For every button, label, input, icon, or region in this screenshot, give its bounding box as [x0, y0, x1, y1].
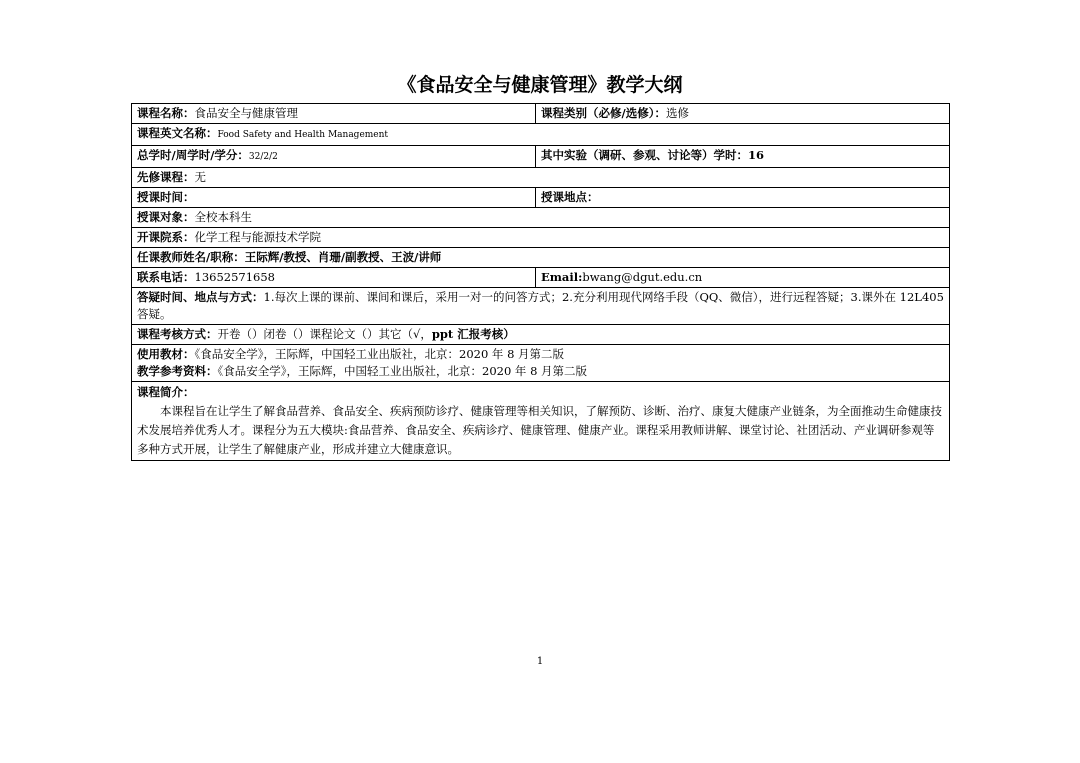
cell-materials [132, 345, 950, 382]
textbook-label: 使用教材： [137, 347, 195, 361]
lab-hours-label: 其中实验（调研、参观、讨论等）学时： [541, 148, 748, 162]
row-hours [132, 146, 950, 168]
row-qa [132, 288, 950, 325]
department-label: 开课院系： [137, 230, 195, 244]
department-value: 化学工程与能源技术学院 [194, 230, 321, 244]
cell-hours [132, 146, 536, 168]
cell-audience [132, 208, 950, 228]
audience-label: 授课对象： [137, 210, 195, 224]
english-name-value: Food Safety and Health Management [217, 130, 389, 140]
cell-english-name [132, 124, 950, 146]
cell-lab-hours [536, 146, 950, 168]
row-intro [132, 382, 950, 461]
row-teachers [132, 248, 950, 268]
assessment-value: 开卷（）闭卷（）课程论文（）其它（√， [217, 327, 432, 341]
cell-course-name [132, 104, 536, 124]
qa-value: 1.每次上课的课前、课间和课后，采用一对一的问答方式；2.充分利用现代网络手段（QQ、微信），进行远程答疑；3.课外在 12L405 答疑。 [137, 290, 944, 321]
row-contact [132, 268, 950, 288]
intro-text: 本课程旨在让学生了解食品营养、食品安全、疾病预防诊疗、健康管理等相关知识，了解预防、诊断、治疗、康复大健康产业链条，为全面推动生命健康技术发展培养优秀人才。课程分为五大模块:食品营养、食品安全、疾病诊疗、健康管理、健康产业。课程采用教师讲解、课堂讨论、社团活动、产业调研参观等多种方式开展，让学生了解健康产业，形成并建立大健康意识。 [137, 404, 942, 456]
cell-qa [132, 288, 950, 325]
course-type-value: 选修 [665, 106, 689, 120]
cell-time [132, 188, 536, 208]
cell-place [536, 188, 950, 208]
cell-course-type [536, 104, 950, 124]
textbook-line [137, 346, 944, 363]
lab-hours-value: 16 [748, 148, 765, 162]
audience-value: 全校本科生 [194, 210, 252, 224]
place-label: 授课地点： [541, 190, 599, 204]
course-type-label: 课程类别（必修/选修）： [541, 106, 666, 120]
row-prereq [132, 168, 950, 188]
cell-assessment [132, 325, 950, 345]
assessment-label: 课程考核方式： [137, 327, 218, 341]
assessment-value-bold: ppt 汇报考核） [431, 327, 515, 341]
row-english-name [132, 124, 950, 146]
cell-prereq [132, 168, 950, 188]
time-label: 授课时间： [137, 190, 195, 204]
email-label: Email: [541, 270, 583, 284]
cell-intro [132, 382, 950, 461]
phone-label: 联系电话： [137, 270, 195, 284]
prereq-value: 无 [194, 170, 206, 184]
cell-email [536, 268, 950, 288]
syllabus-table [131, 103, 950, 461]
row-assessment [132, 325, 950, 345]
row-audience [132, 208, 950, 228]
hours-label: 总学时/周学时/学分： [137, 148, 249, 162]
hours-value: 32/2/2 [248, 152, 278, 162]
row-time-place [132, 188, 950, 208]
row-materials [132, 345, 950, 382]
cell-department [132, 228, 950, 248]
row-course-name [132, 104, 950, 124]
teachers-value: 王际辉/教授、肖珊/副教授、王波/讲师 [244, 250, 442, 264]
cell-phone [132, 268, 536, 288]
page-number: 1 [536, 656, 544, 667]
intro-label: 课程简介： [137, 385, 195, 399]
qa-label: 答疑时间、地点与方式： [137, 290, 264, 304]
reference-value: 《食品安全学》，王际辉，中国轻工业出版社，北京：2020 年 8 月第二版 [217, 364, 588, 378]
reference-label: 教学参考资料： [137, 364, 218, 378]
textbook-value: 《食品安全学》，王际辉，中国轻工业出版社，北京：2020 年 8 月第二版 [194, 347, 565, 361]
cell-teachers [132, 248, 950, 268]
prereq-label: 先修课程： [137, 170, 195, 184]
teachers-label: 任课教师姓名/职称： [137, 250, 245, 264]
course-name-value: 食品安全与健康管理 [194, 106, 298, 120]
reference-line [137, 363, 944, 380]
course-name-label: 课程名称： [137, 106, 195, 120]
phone-value: 13652571658 [194, 270, 275, 284]
row-department [132, 228, 950, 248]
document-title: 《食品安全与健康管理》教学大纲 [397, 74, 683, 96]
english-name-label: 课程英文名称： [137, 126, 218, 140]
email-value: bwang@dgut.edu.cn [582, 270, 703, 284]
